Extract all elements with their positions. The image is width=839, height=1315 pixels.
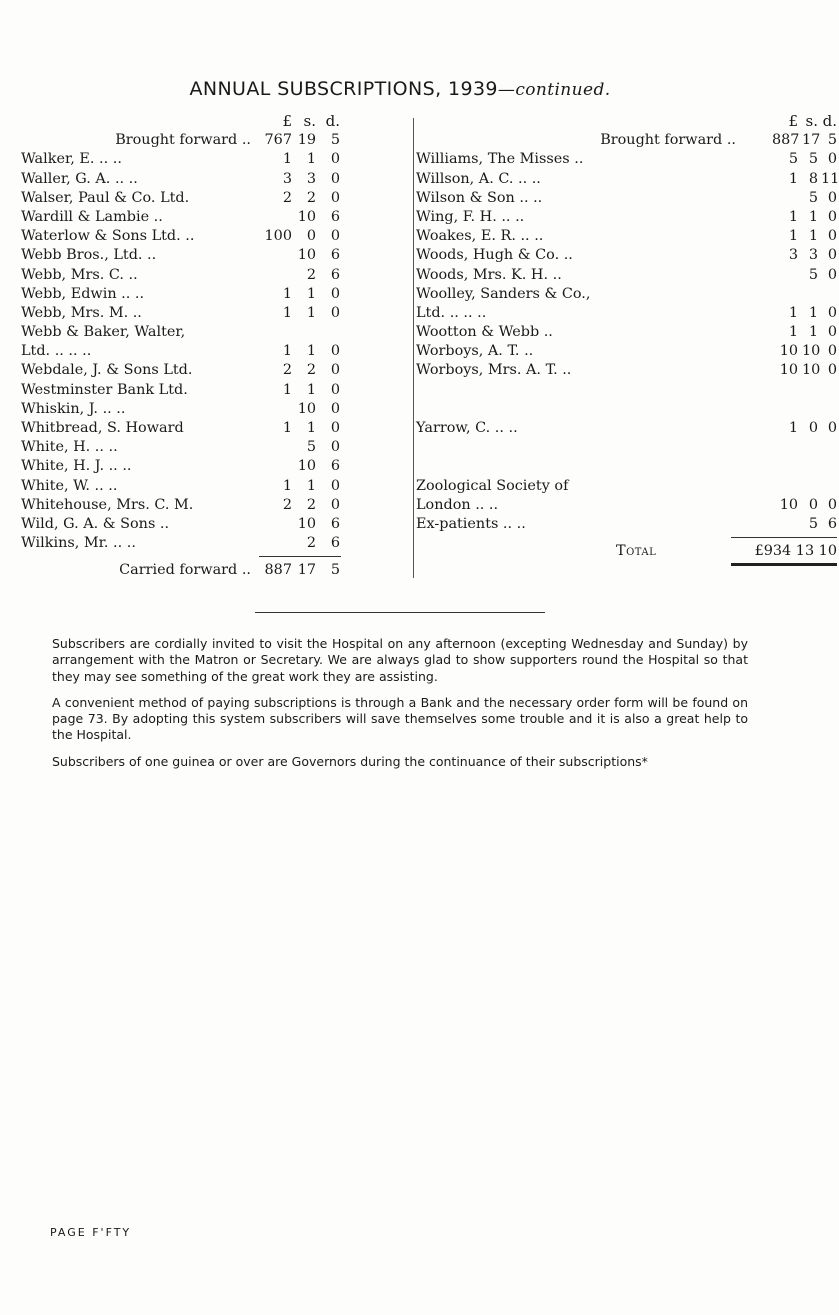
pounds-value: 1 [282, 285, 292, 302]
shillings-value: 3 [306, 170, 316, 187]
subscriber-row [21, 246, 401, 265]
shillings-value: 10 [297, 400, 316, 417]
subscriber-row [416, 208, 837, 227]
pounds-header: £ [788, 112, 798, 130]
pence-value: 0 [330, 304, 340, 321]
subscriber-row [416, 323, 837, 342]
pence-value: 6 [330, 208, 340, 225]
subscriber-name: Willson, A. C. .. .. [416, 170, 541, 187]
shillings-header: s. [805, 112, 818, 130]
subscriber-name: Whitehouse, Mrs. C. M. [21, 496, 194, 513]
shillings-value: 17 [297, 562, 316, 579]
subscriber-name: Waller, G. A. .. .. [21, 170, 138, 187]
subscriber-row [21, 400, 401, 419]
subscriber-name: Webb, Mrs. C. .. [21, 266, 138, 283]
pence-value: 0 [827, 324, 837, 341]
pounds-value: 1 [282, 381, 292, 398]
pence-header: d. [822, 112, 837, 130]
pounds-value: 3 [282, 170, 292, 187]
pence-value: 0 [330, 496, 340, 513]
subscriber-row [416, 496, 837, 515]
pounds-value: 1 [788, 324, 798, 341]
pence-value: 0 [827, 151, 837, 168]
subscriber-name: Webb Bros., Ltd. .. [21, 247, 157, 264]
pounds-value: 1 [788, 420, 798, 436]
subscriber-name: Webb, Mrs. M. .. [21, 304, 142, 321]
page-title-main: ANNUAL SUBSCRIPTIONS, 1939 [189, 78, 498, 100]
total-rule [731, 537, 837, 538]
subscriber-row [416, 246, 837, 265]
pounds-value: 1 [282, 151, 292, 168]
shillings-value: 10 [297, 515, 316, 532]
subscriber-row [21, 515, 401, 534]
subscriber-name: Ltd. .. .. .. [416, 304, 487, 321]
subscriber-row [21, 381, 401, 400]
shillings-value: 2 [306, 496, 316, 513]
pence-value: 6 [330, 515, 340, 532]
pounds-value: 1 [788, 170, 798, 187]
page-title [0, 78, 800, 100]
subscriber-name: Worboys, Mrs. A. T. .. [416, 362, 572, 379]
pence-value: 6 [330, 247, 340, 264]
subscriber-name: White, W. .. .. [21, 477, 118, 494]
shillings-value: 1 [808, 208, 818, 225]
pence-value: 0 [827, 420, 837, 436]
subscriber-name: Wootton & Webb .. [416, 324, 553, 341]
subscriber-name: Woods, Hugh & Co. .. [416, 247, 573, 264]
pence-value: 0 [827, 208, 837, 225]
shillings-value: 5 [808, 189, 818, 206]
subscriber-row [416, 189, 837, 208]
pence-value: 11 [821, 170, 839, 187]
subscriber-row [21, 323, 401, 342]
pence-value: 0 [330, 362, 340, 379]
subscriber-row [21, 266, 401, 285]
subscriber-row [21, 150, 401, 169]
subscriber-row [416, 285, 790, 304]
shillings-value: 8 [808, 170, 818, 187]
pounds-value: 5 [788, 151, 798, 168]
pence-value: 0 [827, 247, 837, 264]
pounds-header: £ [282, 112, 292, 130]
brought-forward-row [416, 131, 837, 150]
shillings-value: 5 [808, 151, 818, 168]
shillings-value: 10 [297, 247, 316, 264]
pence-value: 5 [330, 562, 340, 579]
shillings-value: 5 [306, 439, 316, 456]
pounds-value: 10 [779, 343, 798, 360]
subscriber-row [416, 419, 837, 438]
pence-value: 0 [330, 170, 340, 187]
shillings-value: 1 [306, 477, 316, 494]
pence-value: 0 [330, 343, 340, 360]
pence-value: 0 [330, 439, 340, 456]
subscriber-name: Worboys, A. T. .. [416, 343, 534, 360]
shillings-value: 1 [306, 420, 316, 436]
brought-forward-label: Brought forward .. [600, 132, 736, 149]
currency-header-row [21, 112, 401, 131]
subscriber-row [416, 266, 837, 285]
brought-forward-label: Brought forward .. [115, 132, 251, 149]
shillings-value: 1 [306, 304, 316, 321]
pence-value: 6 [330, 458, 340, 475]
currency-header-row [416, 112, 837, 131]
subscriber-name: Wilkins, Mr. .. .. [21, 535, 136, 552]
subscriber-name: Wilson & Son .. .. [416, 189, 543, 206]
shillings-value: 2 [306, 535, 316, 552]
shillings-value: 5 [808, 266, 818, 283]
pence-value: 0 [827, 362, 837, 379]
right-entries-list [416, 150, 839, 534]
pence-value: 0 [827, 343, 837, 360]
subscriber-name: Zoological Society of [416, 477, 569, 494]
subscriber-row [416, 438, 790, 457]
total-row [416, 542, 837, 561]
pence-value: 0 [330, 285, 340, 302]
pence-value: 0 [827, 496, 837, 513]
subscriber-row [21, 170, 401, 189]
shillings-value: 1 [306, 151, 316, 168]
subscriber-row [21, 457, 401, 476]
total-double-rule [731, 563, 837, 566]
shillings-value: 17 [802, 132, 821, 149]
page-title-suffix: —continued. [497, 80, 611, 100]
subscriber-row [416, 457, 790, 476]
pence-value: 6 [330, 266, 340, 283]
pence-value: 0 [330, 381, 340, 398]
subscriber-row [21, 304, 401, 323]
pence-value: 0 [827, 304, 837, 321]
shillings-value: 10 [297, 208, 316, 225]
subscriber-row [21, 227, 401, 246]
shillings-value: 1 [306, 285, 316, 302]
pence-value: 0 [330, 189, 340, 206]
subscriber-row [416, 515, 837, 534]
pounds-value: 1 [282, 420, 292, 436]
shillings-value: 0 [306, 228, 316, 245]
shillings-value: 1 [808, 304, 818, 321]
subscriber-name: Wing, F. H. .. .. [416, 208, 525, 225]
subscriber-row [416, 150, 837, 169]
pounds-value: 1 [788, 228, 798, 245]
pounds-value: 2 [282, 362, 292, 379]
shillings-value: 0 [808, 496, 818, 513]
shillings-value: 19 [297, 132, 316, 149]
shillings-value: 1 [808, 228, 818, 245]
carried-forward-label: Carried forward .. [119, 562, 251, 579]
subscriber-row [21, 285, 401, 304]
shillings-value: 10 [802, 362, 821, 379]
pounds-value: 1 [788, 208, 798, 225]
shillings-value: 2 [306, 189, 316, 206]
subtotal-rule-wrap [21, 553, 401, 561]
subscriber-name: Wild, G. A. & Sons .. [21, 515, 170, 532]
shillings-value: 3 [808, 247, 818, 264]
pounds-value: 1 [788, 304, 798, 321]
pence-value: 0 [330, 477, 340, 494]
pence-value: 6 [330, 535, 340, 552]
subscriber-name: Whiskin, J. .. .. [21, 400, 126, 417]
total-label: Total [616, 543, 657, 560]
pounds-value: 2 [282, 189, 292, 206]
subtotal-rule [259, 556, 341, 557]
pence-value: 0 [330, 151, 340, 168]
subscriber-row [416, 361, 837, 380]
pounds-value: 1 [282, 343, 292, 360]
subscriber-row [416, 477, 790, 496]
subscriber-row [416, 342, 837, 361]
shillings-value: 2 [306, 266, 316, 283]
pounds-value: 1 [282, 477, 292, 494]
subscriber-row [21, 208, 401, 227]
shillings-value: 5 [808, 515, 818, 532]
subscriber-name: White, H. .. .. [21, 439, 118, 456]
subscriber-name: Westminster Bank Ltd. [21, 381, 188, 398]
pounds-value: 1 [282, 304, 292, 321]
note-paragraph: Subscribers of one guinea or over are Governors during the continuance of their subscriptions* [52, 753, 648, 769]
shillings-value: 2 [306, 362, 316, 379]
right-subscription-column [416, 112, 839, 567]
note-paragraph: Subscribers are cordially invited to visit the Hospital on any afternoon (excepting Wednesday and Sunday) by arrangement with the Matron or Secretary. We are always glad to show supporters round the Hospital so that they may see something of the great work they are assisting. [52, 636, 748, 684]
pounds-value: 887 [772, 132, 800, 149]
subscriber-name: Woods, Mrs. K. H. .. [416, 266, 562, 283]
total-underline-wrap [416, 561, 790, 567]
note-paragraph: A convenient method of paying subscriptions is through a Bank and the necessary order form will be found on page 73. By adopting this system subscribers will save themselves some trouble and it is also a great help to the Hospital. [52, 694, 748, 743]
subscriber-row [416, 400, 790, 419]
pence-value: 0 [330, 228, 340, 245]
subscriber-notes [52, 636, 748, 780]
pence-value: 5 [827, 132, 837, 149]
pence-value: 0 [827, 228, 837, 245]
subscriber-row [21, 419, 401, 438]
subscriber-row [416, 170, 839, 189]
subscriber-name: Woakes, E. R. .. .. [416, 228, 544, 245]
shillings-value: 1 [808, 324, 818, 341]
shillings-value: 1 [306, 343, 316, 360]
subscriber-row [416, 381, 790, 400]
shillings-value: 1 [306, 381, 316, 398]
pence-value: 0 [330, 420, 340, 436]
subscriber-name: Yarrow, C. .. .. [416, 420, 518, 436]
subscriber-row [21, 534, 401, 553]
section-separator [255, 612, 545, 613]
pence-value: 0 [330, 400, 340, 417]
subscriber-name: Ltd. .. .. .. [21, 343, 92, 360]
pence-value: 0 [827, 189, 837, 206]
pounds-value: 2 [282, 496, 292, 513]
subscriber-name: Webdale, J. & Sons Ltd. [21, 362, 193, 379]
total-amount: £934 13 10 [754, 543, 837, 560]
subscriber-name: Wardill & Lambie .. [21, 208, 163, 225]
shillings-value: 0 [808, 420, 818, 436]
subscriber-name: Webb, Edwin .. .. [21, 285, 145, 302]
carried-forward-row [21, 561, 401, 580]
left-subscription-column [21, 112, 401, 581]
subscriber-name: Williams, The Misses .. [416, 151, 584, 168]
subscriber-name: Woolley, Sanders & Co., [416, 285, 591, 302]
subscriber-name: London .. .. [416, 496, 499, 513]
subscriber-name: Walser, Paul & Co. Ltd. [21, 189, 190, 206]
page-footer: PAGE F'FTY [50, 1226, 132, 1239]
shillings-value: 10 [802, 343, 821, 360]
subscriber-name: Whitbread, S. Howard [21, 420, 184, 436]
shillings-value: 10 [297, 458, 316, 475]
pounds-value: 100 [264, 228, 292, 245]
pence-value: 5 [330, 132, 340, 149]
subscriber-row [416, 227, 837, 246]
pence-value: 0 [827, 266, 837, 283]
total-rule-wrap [416, 534, 790, 542]
subscriber-row [21, 477, 401, 496]
pounds-value: 767 [264, 132, 292, 149]
subscriber-name: White, H. J. .. .. [21, 458, 132, 475]
pence-value: 6 [827, 515, 837, 532]
subscriber-name: Waterlow & Sons Ltd. .. [21, 228, 195, 245]
column-divider [413, 118, 414, 578]
subscriber-row [416, 304, 837, 323]
subscriber-row [21, 438, 401, 457]
shillings-header: s. [303, 112, 316, 130]
subscriber-name: Walker, E. .. .. [21, 151, 122, 168]
subscriber-row [21, 496, 401, 515]
subscriber-row [21, 342, 401, 361]
pounds-value: 10 [779, 362, 798, 379]
pounds-value: 887 [264, 562, 292, 579]
subscriber-name: Ex-patients .. .. [416, 515, 526, 532]
subscriber-name: Webb & Baker, Walter, [21, 324, 186, 341]
subscriber-row [21, 189, 401, 208]
subscriber-row [21, 361, 401, 380]
pounds-value: 3 [788, 247, 798, 264]
brought-forward-row [21, 131, 401, 150]
left-entries-list [21, 150, 401, 553]
pounds-value: 10 [779, 496, 798, 513]
pence-header: d. [325, 112, 340, 130]
